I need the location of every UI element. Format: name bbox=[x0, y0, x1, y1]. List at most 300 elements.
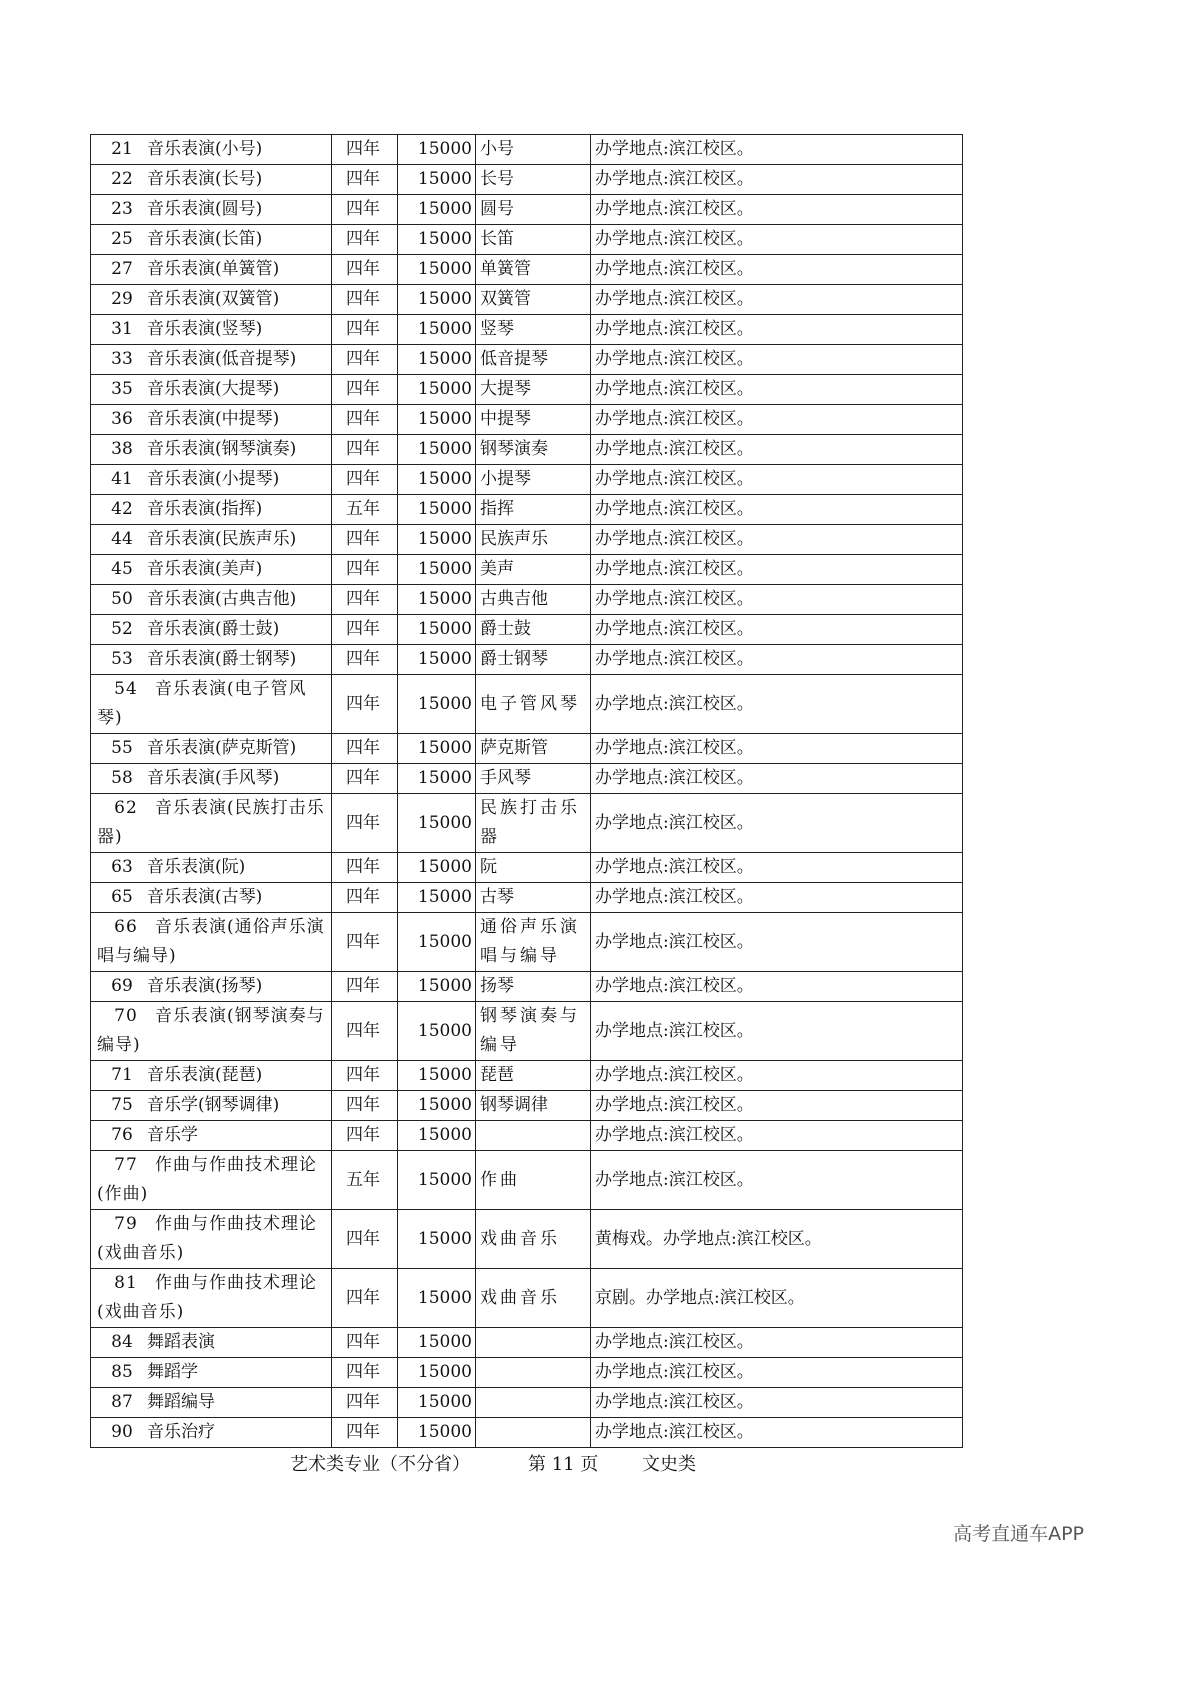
major-code: 90 bbox=[111, 1422, 133, 1442]
note-cell: 办学地点:滨江校区。 bbox=[591, 853, 963, 883]
table-row bbox=[91, 1002, 963, 1061]
duration-cell: 四年 bbox=[332, 645, 398, 675]
note-cell: 办学地点:滨江校区。 bbox=[591, 764, 963, 794]
major-cell bbox=[91, 195, 332, 225]
fee-cell: 15000 bbox=[398, 315, 476, 345]
major-code: 63 bbox=[111, 857, 133, 877]
table-row bbox=[91, 465, 963, 495]
note-cell: 办学地点:滨江校区。 bbox=[591, 1061, 963, 1091]
major-cell bbox=[91, 315, 332, 345]
major-code: 50 bbox=[111, 589, 133, 609]
note-cell: 办学地点:滨江校区。 bbox=[591, 883, 963, 913]
major-cell bbox=[91, 1151, 332, 1210]
note-cell: 办学地点:滨江校区。 bbox=[591, 913, 963, 972]
major-code: 69 bbox=[111, 976, 133, 996]
major-cell bbox=[91, 255, 332, 285]
table-row bbox=[91, 495, 963, 525]
fee-cell: 15000 bbox=[398, 1358, 476, 1388]
note-cell: 办学地点:滨江校区。 bbox=[591, 135, 963, 165]
fee-cell: 15000 bbox=[398, 555, 476, 585]
table-body bbox=[91, 135, 963, 1448]
note-cell: 办学地点:滨江校区。 bbox=[591, 495, 963, 525]
major-code: 23 bbox=[111, 199, 133, 219]
major-name: 音乐表演(低音提琴) bbox=[147, 349, 297, 369]
duration-cell: 四年 bbox=[332, 883, 398, 913]
fee-cell: 15000 bbox=[398, 195, 476, 225]
note-cell: 办学地点:滨江校区。 bbox=[591, 435, 963, 465]
major-cell bbox=[91, 225, 332, 255]
major-cell bbox=[91, 405, 332, 435]
fee-cell: 15000 bbox=[398, 734, 476, 764]
note-cell: 办学地点:滨江校区。 bbox=[591, 345, 963, 375]
table-row bbox=[91, 615, 963, 645]
note-cell: 办学地点:滨江校区。 bbox=[591, 225, 963, 255]
duration-cell: 四年 bbox=[332, 345, 398, 375]
table-row bbox=[91, 1121, 963, 1151]
fee-cell: 15000 bbox=[398, 1388, 476, 1418]
note-cell: 办学地点:滨江校区。 bbox=[591, 375, 963, 405]
major-name: 音乐表演(古典吉他) bbox=[147, 589, 297, 609]
direction-cell: 古琴 bbox=[476, 883, 591, 913]
major-name: 音乐表演(民族打击乐器) bbox=[97, 798, 325, 847]
major-cell bbox=[91, 1328, 332, 1358]
note-cell: 办学地点:滨江校区。 bbox=[591, 1328, 963, 1358]
major-code: 66 bbox=[114, 917, 138, 937]
duration-cell: 四年 bbox=[332, 675, 398, 734]
duration-cell: 四年 bbox=[332, 1002, 398, 1061]
major-code: 25 bbox=[111, 229, 133, 249]
fee-cell: 15000 bbox=[398, 135, 476, 165]
table-row bbox=[91, 1061, 963, 1091]
fee-cell: 15000 bbox=[398, 645, 476, 675]
major-name: 作曲与作曲技术理论(戏曲音乐) bbox=[97, 1273, 317, 1322]
major-code: 79 bbox=[114, 1214, 138, 1234]
major-code: 62 bbox=[114, 798, 138, 818]
direction-cell: 古典吉他 bbox=[476, 585, 591, 615]
duration-cell: 四年 bbox=[332, 1358, 398, 1388]
major-name: 音乐表演(小号) bbox=[147, 139, 263, 159]
major-name: 音乐表演(爵士鼓) bbox=[147, 619, 280, 639]
direction-cell: 低音提琴 bbox=[476, 345, 591, 375]
table-row bbox=[91, 555, 963, 585]
duration-cell: 四年 bbox=[332, 225, 398, 255]
major-cell bbox=[91, 883, 332, 913]
fee-cell: 15000 bbox=[398, 435, 476, 465]
fee-cell: 15000 bbox=[398, 675, 476, 734]
duration-cell: 四年 bbox=[332, 195, 398, 225]
duration-cell: 四年 bbox=[332, 1328, 398, 1358]
major-cell bbox=[91, 1002, 332, 1061]
direction-cell: 小号 bbox=[476, 135, 591, 165]
direction-cell: 钢琴演奏与编导 bbox=[476, 1002, 591, 1061]
table-row bbox=[91, 435, 963, 465]
major-code: 27 bbox=[111, 259, 133, 279]
fee-cell: 15000 bbox=[398, 465, 476, 495]
direction-cell: 小提琴 bbox=[476, 465, 591, 495]
table-row bbox=[91, 195, 963, 225]
major-name: 音乐表演(单簧管) bbox=[147, 259, 280, 279]
table-row bbox=[91, 794, 963, 853]
duration-cell: 四年 bbox=[332, 285, 398, 315]
major-code: 35 bbox=[111, 379, 133, 399]
table-row bbox=[91, 1388, 963, 1418]
note-cell: 办学地点:滨江校区。 bbox=[591, 525, 963, 555]
note-cell: 办学地点:滨江校区。 bbox=[591, 405, 963, 435]
major-code: 52 bbox=[111, 619, 133, 639]
major-name: 音乐表演(大提琴) bbox=[147, 379, 280, 399]
table-row bbox=[91, 405, 963, 435]
major-name: 音乐表演(萨克斯管) bbox=[147, 738, 297, 758]
direction-cell: 长笛 bbox=[476, 225, 591, 255]
major-name: 音乐表演(阮) bbox=[147, 857, 246, 877]
duration-cell: 四年 bbox=[332, 1269, 398, 1328]
major-code: 54 bbox=[114, 679, 138, 699]
fee-cell: 15000 bbox=[398, 794, 476, 853]
major-name: 音乐表演(长号) bbox=[147, 169, 263, 189]
fee-cell: 15000 bbox=[398, 285, 476, 315]
major-cell bbox=[91, 585, 332, 615]
table-row bbox=[91, 1151, 963, 1210]
admissions-table bbox=[90, 134, 963, 1448]
major-cell bbox=[91, 1388, 332, 1418]
fee-cell: 15000 bbox=[398, 913, 476, 972]
fee-cell: 15000 bbox=[398, 345, 476, 375]
duration-cell: 四年 bbox=[332, 794, 398, 853]
major-code: 77 bbox=[114, 1155, 138, 1175]
major-name: 音乐表演(民族声乐) bbox=[147, 529, 297, 549]
table-row bbox=[91, 1269, 963, 1328]
footer-type: 文史类 bbox=[642, 1454, 696, 1475]
major-cell bbox=[91, 525, 332, 555]
direction-cell: 竖琴 bbox=[476, 315, 591, 345]
fee-cell: 15000 bbox=[398, 764, 476, 794]
major-cell bbox=[91, 135, 332, 165]
table-row bbox=[91, 853, 963, 883]
major-name: 音乐表演(扬琴) bbox=[147, 976, 263, 996]
major-cell bbox=[91, 165, 332, 195]
direction-cell bbox=[476, 1388, 591, 1418]
major-cell bbox=[91, 675, 332, 734]
fee-cell: 15000 bbox=[398, 883, 476, 913]
fee-cell: 15000 bbox=[398, 225, 476, 255]
direction-cell: 通俗声乐演唱与编导 bbox=[476, 913, 591, 972]
major-name: 音乐学(钢琴调律) bbox=[147, 1095, 280, 1115]
duration-cell: 四年 bbox=[332, 465, 398, 495]
major-cell bbox=[91, 913, 332, 972]
table-row bbox=[91, 1210, 963, 1269]
fee-cell: 15000 bbox=[398, 585, 476, 615]
table-row bbox=[91, 255, 963, 285]
note-cell: 黄梅戏。办学地点:滨江校区。 bbox=[591, 1210, 963, 1269]
duration-cell: 四年 bbox=[332, 375, 398, 405]
note-cell: 办学地点:滨江校区。 bbox=[591, 794, 963, 853]
fee-cell: 15000 bbox=[398, 972, 476, 1002]
major-cell bbox=[91, 734, 332, 764]
major-cell bbox=[91, 645, 332, 675]
major-cell bbox=[91, 1121, 332, 1151]
table-row bbox=[91, 764, 963, 794]
duration-cell: 五年 bbox=[332, 1151, 398, 1210]
note-cell: 办学地点:滨江校区。 bbox=[591, 1151, 963, 1210]
major-cell bbox=[91, 972, 332, 1002]
major-name: 音乐表演(古琴) bbox=[147, 887, 263, 907]
table-row bbox=[91, 585, 963, 615]
direction-cell: 琵琶 bbox=[476, 1061, 591, 1091]
major-code: 85 bbox=[111, 1362, 133, 1382]
major-cell bbox=[91, 764, 332, 794]
direction-cell: 爵士钢琴 bbox=[476, 645, 591, 675]
major-cell bbox=[91, 1210, 332, 1269]
major-cell bbox=[91, 1269, 332, 1328]
duration-cell: 四年 bbox=[332, 972, 398, 1002]
note-cell: 办学地点:滨江校区。 bbox=[591, 555, 963, 585]
fee-cell: 15000 bbox=[398, 615, 476, 645]
table-row bbox=[91, 315, 963, 345]
table-row bbox=[91, 285, 963, 315]
major-code: 87 bbox=[111, 1392, 133, 1412]
duration-cell: 四年 bbox=[332, 1388, 398, 1418]
watermark-logo-text: 高考直通车APP bbox=[953, 1523, 1084, 1545]
major-code: 36 bbox=[111, 409, 133, 429]
duration-cell: 四年 bbox=[332, 435, 398, 465]
fee-cell: 15000 bbox=[398, 1151, 476, 1210]
direction-cell: 作曲 bbox=[476, 1151, 591, 1210]
major-cell bbox=[91, 853, 332, 883]
direction-cell: 双簧管 bbox=[476, 285, 591, 315]
major-code: 31 bbox=[111, 319, 133, 339]
major-name: 音乐表演(长笛) bbox=[147, 229, 263, 249]
major-code: 44 bbox=[111, 529, 133, 549]
direction-cell: 阮 bbox=[476, 853, 591, 883]
major-name: 音乐表演(电子管风琴) bbox=[97, 679, 307, 728]
note-cell: 办学地点:滨江校区。 bbox=[591, 315, 963, 345]
direction-cell bbox=[476, 1121, 591, 1151]
major-cell bbox=[91, 285, 332, 315]
duration-cell: 四年 bbox=[332, 585, 398, 615]
fee-cell: 15000 bbox=[398, 255, 476, 285]
note-cell: 京剧。办学地点:滨江校区。 bbox=[591, 1269, 963, 1328]
fee-cell: 15000 bbox=[398, 1328, 476, 1358]
major-name: 音乐表演(手风琴) bbox=[147, 768, 280, 788]
major-name: 舞蹈表演 bbox=[147, 1332, 215, 1352]
note-cell: 办学地点:滨江校区。 bbox=[591, 615, 963, 645]
major-name: 音乐表演(双簧管) bbox=[147, 289, 280, 309]
table-row bbox=[91, 1091, 963, 1121]
table-row bbox=[91, 913, 963, 972]
duration-cell: 四年 bbox=[332, 525, 398, 555]
fee-cell: 15000 bbox=[398, 1418, 476, 1448]
fee-cell: 15000 bbox=[398, 1061, 476, 1091]
table-row bbox=[91, 135, 963, 165]
major-cell bbox=[91, 1091, 332, 1121]
fee-cell: 15000 bbox=[398, 1121, 476, 1151]
fee-cell: 15000 bbox=[398, 1091, 476, 1121]
duration-cell: 四年 bbox=[332, 135, 398, 165]
table-row bbox=[91, 734, 963, 764]
duration-cell: 四年 bbox=[332, 1061, 398, 1091]
direction-cell: 中提琴 bbox=[476, 405, 591, 435]
direction-cell: 钢琴演奏 bbox=[476, 435, 591, 465]
fee-cell: 15000 bbox=[398, 375, 476, 405]
major-name: 音乐表演(竖琴) bbox=[147, 319, 263, 339]
table-row bbox=[91, 1418, 963, 1448]
fee-cell: 15000 bbox=[398, 165, 476, 195]
direction-cell: 长号 bbox=[476, 165, 591, 195]
table-row bbox=[91, 375, 963, 405]
fee-cell: 15000 bbox=[398, 495, 476, 525]
direction-cell: 民族打击乐器 bbox=[476, 794, 591, 853]
major-cell bbox=[91, 1358, 332, 1388]
note-cell: 办学地点:滨江校区。 bbox=[591, 285, 963, 315]
duration-cell: 四年 bbox=[332, 734, 398, 764]
major-name: 音乐表演(钢琴演奏) bbox=[147, 439, 297, 459]
major-name: 音乐表演(通俗声乐演唱与编导) bbox=[97, 917, 325, 966]
note-cell: 办学地点:滨江校区。 bbox=[591, 734, 963, 764]
note-cell: 办学地点:滨江校区。 bbox=[591, 1002, 963, 1061]
direction-cell bbox=[476, 1328, 591, 1358]
major-code: 42 bbox=[111, 499, 133, 519]
note-cell: 办学地点:滨江校区。 bbox=[591, 585, 963, 615]
direction-cell: 爵士鼓 bbox=[476, 615, 591, 645]
major-code: 71 bbox=[111, 1065, 133, 1085]
footer-category: 艺术类专业（不分省） bbox=[290, 1454, 470, 1475]
fee-cell: 15000 bbox=[398, 1002, 476, 1061]
direction-cell bbox=[476, 1418, 591, 1448]
direction-cell: 电子管风琴 bbox=[476, 675, 591, 734]
direction-cell: 民族声乐 bbox=[476, 525, 591, 555]
table-row bbox=[91, 1358, 963, 1388]
major-code: 75 bbox=[111, 1095, 133, 1115]
direction-cell: 圆号 bbox=[476, 195, 591, 225]
major-name: 音乐表演(琵琶) bbox=[147, 1065, 263, 1085]
duration-cell: 四年 bbox=[332, 255, 398, 285]
major-code: 53 bbox=[111, 649, 133, 669]
major-name: 音乐表演(指挥) bbox=[147, 499, 263, 519]
major-code: 65 bbox=[111, 887, 133, 907]
major-code: 55 bbox=[111, 738, 133, 758]
major-name: 作曲与作曲技术理论(戏曲音乐) bbox=[97, 1214, 317, 1263]
table-row bbox=[91, 972, 963, 1002]
major-cell bbox=[91, 465, 332, 495]
fee-cell: 15000 bbox=[398, 853, 476, 883]
table-row bbox=[91, 675, 963, 734]
direction-cell: 萨克斯管 bbox=[476, 734, 591, 764]
major-name: 舞蹈学 bbox=[147, 1362, 198, 1382]
duration-cell: 四年 bbox=[332, 913, 398, 972]
major-cell bbox=[91, 345, 332, 375]
direction-cell: 钢琴调律 bbox=[476, 1091, 591, 1121]
direction-cell: 戏曲音乐 bbox=[476, 1210, 591, 1269]
duration-cell: 四年 bbox=[332, 405, 398, 435]
duration-cell: 四年 bbox=[332, 1121, 398, 1151]
major-name: 音乐治疗 bbox=[147, 1422, 215, 1442]
major-name: 舞蹈编导 bbox=[147, 1392, 215, 1412]
table-row bbox=[91, 645, 963, 675]
major-code: 84 bbox=[111, 1332, 133, 1352]
duration-cell: 五年 bbox=[332, 495, 398, 525]
note-cell: 办学地点:滨江校区。 bbox=[591, 255, 963, 285]
major-name: 音乐表演(中提琴) bbox=[147, 409, 280, 429]
major-code: 38 bbox=[111, 439, 133, 459]
major-cell bbox=[91, 615, 332, 645]
fee-cell: 15000 bbox=[398, 525, 476, 555]
major-code: 41 bbox=[111, 469, 133, 489]
major-name: 音乐学 bbox=[147, 1125, 198, 1145]
note-cell: 办学地点:滨江校区。 bbox=[591, 1091, 963, 1121]
direction-cell: 大提琴 bbox=[476, 375, 591, 405]
major-cell bbox=[91, 375, 332, 405]
duration-cell: 四年 bbox=[332, 764, 398, 794]
major-cell bbox=[91, 555, 332, 585]
major-code: 58 bbox=[111, 768, 133, 788]
note-cell: 办学地点:滨江校区。 bbox=[591, 1388, 963, 1418]
table-row bbox=[91, 525, 963, 555]
major-name: 音乐表演(小提琴) bbox=[147, 469, 280, 489]
direction-cell bbox=[476, 1358, 591, 1388]
direction-cell: 扬琴 bbox=[476, 972, 591, 1002]
direction-cell: 戏曲音乐 bbox=[476, 1269, 591, 1328]
major-code: 70 bbox=[114, 1006, 138, 1026]
table-row bbox=[91, 1328, 963, 1358]
duration-cell: 四年 bbox=[332, 853, 398, 883]
note-cell: 办学地点:滨江校区。 bbox=[591, 1358, 963, 1388]
major-name: 音乐表演(美声) bbox=[147, 559, 263, 579]
note-cell: 办学地点:滨江校区。 bbox=[591, 972, 963, 1002]
table-row bbox=[91, 883, 963, 913]
major-name: 音乐表演(钢琴演奏与编导) bbox=[97, 1006, 325, 1055]
duration-cell: 四年 bbox=[332, 555, 398, 585]
fee-cell: 15000 bbox=[398, 1210, 476, 1269]
direction-cell: 单簧管 bbox=[476, 255, 591, 285]
major-name: 音乐表演(爵士钢琴) bbox=[147, 649, 297, 669]
major-code: 45 bbox=[111, 559, 133, 579]
duration-cell: 四年 bbox=[332, 1091, 398, 1121]
major-cell bbox=[91, 495, 332, 525]
duration-cell: 四年 bbox=[332, 165, 398, 195]
note-cell: 办学地点:滨江校区。 bbox=[591, 165, 963, 195]
major-code: 76 bbox=[111, 1125, 133, 1145]
duration-cell: 四年 bbox=[332, 615, 398, 645]
note-cell: 办学地点:滨江校区。 bbox=[591, 675, 963, 734]
major-code: 29 bbox=[111, 289, 133, 309]
note-cell: 办学地点:滨江校区。 bbox=[591, 1121, 963, 1151]
fee-cell: 15000 bbox=[398, 405, 476, 435]
major-name: 作曲与作曲技术理论(作曲) bbox=[97, 1155, 317, 1204]
major-cell bbox=[91, 794, 332, 853]
duration-cell: 四年 bbox=[332, 315, 398, 345]
table-row bbox=[91, 165, 963, 195]
note-cell: 办学地点:滨江校区。 bbox=[591, 465, 963, 495]
direction-cell: 指挥 bbox=[476, 495, 591, 525]
note-cell: 办学地点:滨江校区。 bbox=[591, 645, 963, 675]
major-cell bbox=[91, 1418, 332, 1448]
major-cell bbox=[91, 1061, 332, 1091]
direction-cell: 手风琴 bbox=[476, 764, 591, 794]
note-cell: 办学地点:滨江校区。 bbox=[591, 1418, 963, 1448]
major-cell bbox=[91, 435, 332, 465]
major-code: 21 bbox=[111, 139, 133, 159]
footer-page-number: 第 11 页 bbox=[528, 1454, 599, 1475]
table-row bbox=[91, 345, 963, 375]
duration-cell: 四年 bbox=[332, 1210, 398, 1269]
table-row bbox=[91, 225, 963, 255]
major-code: 22 bbox=[111, 169, 133, 189]
major-name: 音乐表演(圆号) bbox=[147, 199, 263, 219]
major-code: 33 bbox=[111, 349, 133, 369]
duration-cell: 四年 bbox=[332, 1418, 398, 1448]
fee-cell: 15000 bbox=[398, 1269, 476, 1328]
major-code: 81 bbox=[114, 1273, 138, 1293]
